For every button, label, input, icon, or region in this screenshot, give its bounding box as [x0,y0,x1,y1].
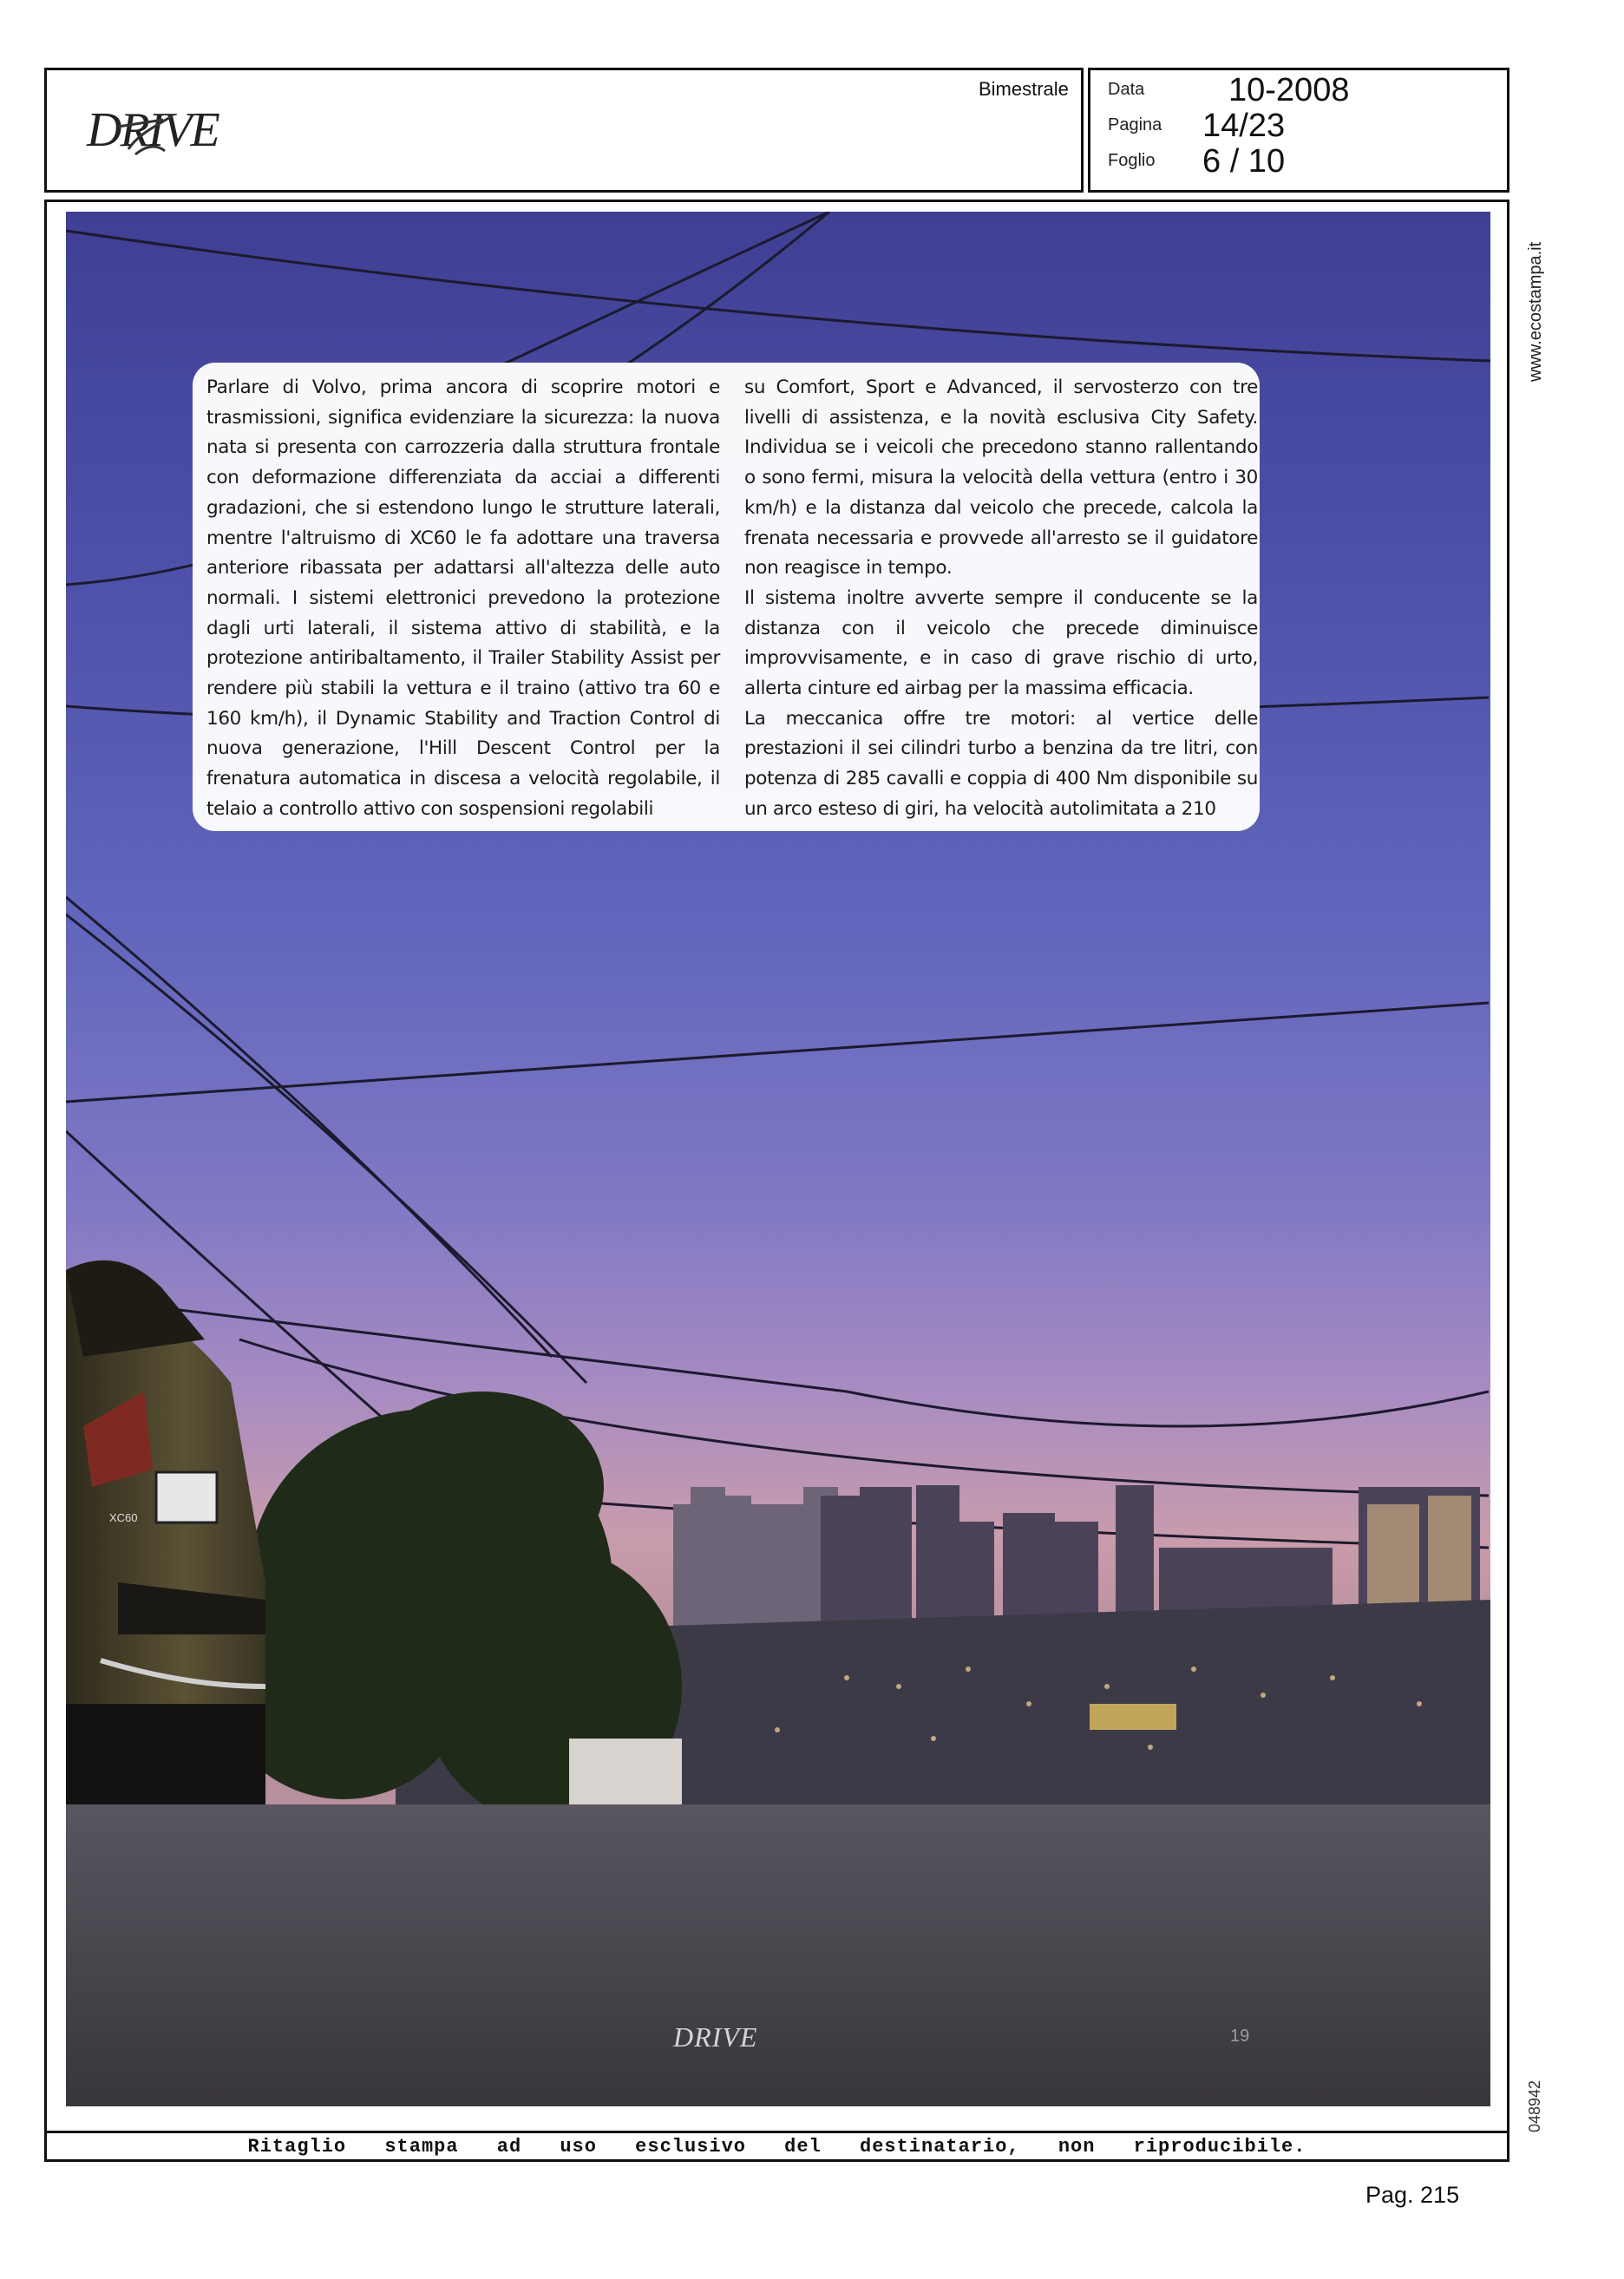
footer-disclaimer: Ritaglio stampa ad uso esclusivo del destinatario, non riproducibile. [247,2136,1306,2158]
meta-sheet-label: Foglio [1108,151,1156,170]
side-url [1522,217,1548,382]
car-badge: XC60 [109,1511,138,1524]
article-paragraph: La meccanica offre tre motori: al vertice delle prestazioni il sei cilindri turbo a benzina da tre litri, con potenza di 285 cavalli e coppia di 400 Nm disponibile su un arco esteso di giri, ha velocità autolimitata a 210 [744,707,1258,820]
magazine-page-number: 19 [1230,2027,1250,2046]
logo-scribble-icon [111,101,189,167]
publication-frequency: Bimestrale [979,78,1069,100]
article-paragraph: Il sistema inoltre avverte sempre il conducente se la distanza con il veicolo che precede diminuisce improvvisamente, e in caso di grave rischio di urto, allerta cinture ed airbag per la massima efficacia. [744,586,1258,700]
meta-page-value: 14/23 [1202,108,1286,144]
article-paragraph: su Comfort, Sport e Advanced, il servosterzo con tre livelli di assistenza, e la novità esclusiva City Safety. Individua se i veicoli che precedono stanno rallentando o sono fermi, misura la velocità della vettura (entro i 30 km/h) e la distanza dal veicolo che precede, calcola la frenata necessaria e provvede all'arresto se il guidatore non reagisce in tempo. [744,377,1258,580]
side-code-text: 048942 [1526,2079,1543,2132]
magazine-logo: DRIVE [673,2021,758,2053]
article-paragraph: Parlare di Volvo, prima ancora di scoprire motori e trasmissioni, significa evidenziare la sicurezza: la nuova nata si presenta con carrozzeria dalla struttura frontale con deformazione differenziata da acciai a differenti gradazioni, che si estendono lungo le strutture laterali, mentre l'altruismo di XC60 le fa adottare una traversa anteriore ribassata per adattarsi all'altezza delle auto normali. I sistemi elettronici prevedono la protezione dagli urti laterali, il sistema attivo di stabilità, e la protezione antiribaltamento, il Trailer Stability Assist per rendere più stabili la vettura e il traino (attivo tra 60 e 160 km/h), il Dynamic Stability and Traction Control di nuova generazione, l'Hill Descent Control per la frenatura automatica in discesa a velocità regolabile, il telaio a controllo attivo con sospensioni regolabili [206,377,720,820]
article-column-1 [206,373,720,825]
side-code [1522,2063,1548,2132]
article-column-2 [744,373,1258,825]
meta-page-label: Pagina [1108,115,1162,134]
article-text-box [193,363,1260,831]
meta-date-label: Data [1108,80,1145,99]
side-url-text: www.ecostampa.it [1526,241,1545,382]
meta-sheet-value: 6 / 10 [1202,143,1286,180]
meta-date-value: 10-2008 [1228,72,1350,108]
page-number: Pag. 215 [1365,2182,1460,2208]
drive-logo: DRIVE [87,103,219,157]
footer-divider [44,2131,1509,2133]
